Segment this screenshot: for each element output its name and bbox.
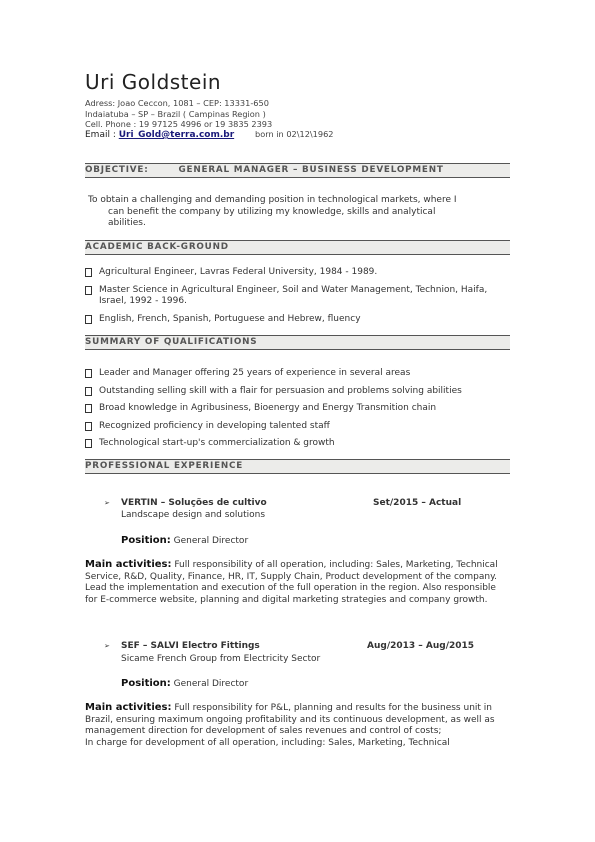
- position-label: Position:: [121, 678, 171, 689]
- experience-heading: [85, 459, 510, 474]
- job-position: [121, 678, 248, 689]
- email-label: Email :: [85, 130, 116, 140]
- job-header: [104, 498, 504, 508]
- bullet-box-icon: [85, 387, 92, 396]
- email-link[interactable]: Uri_Gold@terra.com.br: [118, 130, 235, 140]
- summary-heading-text: SUMMARY OF QUALIFICATIONS: [85, 337, 258, 347]
- list-item-text: Recognized proficiency in developing talented staff: [99, 420, 330, 431]
- job-subtitle: Landscape design and solutions: [121, 510, 266, 520]
- job-activities: [85, 702, 510, 749]
- phone: Cell. Phone : 19 97125 4996 or 19 3835 2393: [85, 119, 273, 129]
- bullet-box-icon: [85, 439, 92, 448]
- list-item: [85, 403, 510, 415]
- list-item: [85, 438, 510, 450]
- bullet-box-icon: [85, 404, 92, 413]
- academic-list: [85, 267, 510, 325]
- arrow-bullet-icon: ➢: [104, 642, 110, 650]
- objective-line-2: can benefit the company by utilizing my knowledge, skills and analytical: [108, 206, 436, 217]
- bullet-box-icon: [85, 369, 92, 378]
- objective-line-3: abilities.: [108, 218, 146, 228]
- candidate-name: Uri Goldstein: [85, 70, 222, 94]
- contact-block: [85, 98, 272, 130]
- list-item-text: Broad knowledge in Agribusiness, Bioenergy and Energy Transmition chain: [99, 403, 437, 413]
- objective-title: GENERAL MANAGER – BUSINESS DEVELOPMENT: [178, 165, 444, 175]
- email-row: [85, 129, 334, 140]
- activities-label: Main activities:: [85, 702, 172, 713]
- objective-text: [88, 195, 510, 230]
- list-item: [85, 314, 510, 326]
- position-value: General Director: [173, 679, 249, 689]
- activities-text: Full responsibility for P&L, planning and results for the business unit in Brazil, ensuring maximum ongoing profitability and its continuous development, as well as management direction for development of sales revenues and control of costs;: [85, 703, 495, 736]
- academic-heading: [85, 240, 510, 255]
- list-item: [85, 285, 510, 308]
- arrow-bullet-icon: ➢: [104, 499, 110, 507]
- list-item-text: English, French, Spanish, Portuguese and Hebrew, fluency: [99, 313, 361, 324]
- job-activities: [85, 559, 510, 606]
- objective-label: OBJECTIVE:: [85, 165, 149, 175]
- address: Adress: Joao Ceccon, 1081 – CEP: 13331-650: [85, 98, 269, 108]
- summary-list: [85, 368, 510, 450]
- bullet-box-icon: [85, 315, 92, 324]
- list-item-text: Leader and Manager offering 25 years of experience in several areas: [99, 368, 411, 378]
- job-position: [121, 535, 248, 546]
- bullet-box-icon: [85, 268, 92, 277]
- bullet-box-icon: [85, 286, 92, 295]
- summary-heading: [85, 335, 510, 350]
- objective-line-1: To obtain a challenging and demanding position in technological markets, where I: [88, 195, 457, 205]
- birth-date: born in 02\12\1962: [255, 129, 334, 139]
- job-date: Aug/2013 – Aug/2015: [367, 641, 475, 651]
- list-item-text: Master Science in Agricultural Engineer, Soil and Water Management, Technion, Haifa, Israel, 1992 - 1996.: [99, 284, 488, 306]
- job-header: [104, 641, 504, 651]
- position-value: General Director: [173, 536, 249, 546]
- position-label: Position:: [121, 535, 171, 546]
- list-item-text: Technological start-up's commercialization & growth: [99, 438, 335, 448]
- activities-text-2: In charge for development of all operation, including: Sales, Marketing, Technical: [85, 737, 450, 748]
- list-item: [85, 267, 510, 279]
- city: Indaiatuba – SP – Brazil ( Campinas Region ): [85, 108, 266, 119]
- bullet-box-icon: [85, 422, 92, 431]
- job-company: SEF – SALVI Electro Fittings: [121, 641, 260, 651]
- list-item: [85, 421, 510, 433]
- job-date: Set/2015 – Actual: [373, 498, 462, 508]
- activities-text: Full responsibility of all operation, including: Sales, Marketing, Technical Service, R&D, Quality, Finance, HR, IT, Supply Chain, Product development of the company. Lead the implementation and execution of the full operation in the region. Also responsible for E-commerce website, planning and digital marketing strategies and company growth.: [85, 560, 498, 605]
- objective-heading: [85, 163, 510, 178]
- job-subtitle: Sicame French Group from Electricity Sector: [121, 654, 321, 664]
- academic-heading-text: ACADEMIC BACK-GROUND: [85, 242, 229, 252]
- list-item-text: Outstanding selling skill with a flair for persuasion and problems solving abilities: [99, 385, 462, 396]
- experience-heading-text: PROFESSIONAL EXPERIENCE: [85, 461, 244, 471]
- list-item: [85, 368, 510, 380]
- job-company: VERTIN – Soluções de cultivo: [121, 498, 267, 508]
- list-item-text: Agricultural Engineer, Lavras Federal University, 1984 - 1989.: [99, 267, 378, 277]
- activities-label: Main activities:: [85, 559, 172, 570]
- list-item: [85, 386, 510, 398]
